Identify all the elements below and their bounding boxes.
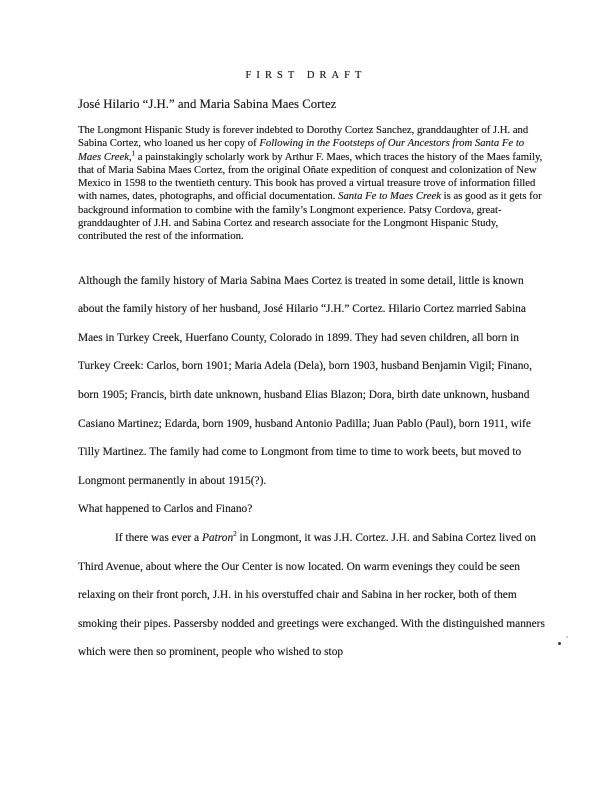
document-body xyxy=(78,124,546,667)
text-run: is as good as it gets for background information to combine with the family’s Longmont experience. Patsy Cordova, great-granddaughter of J.H. and Sabina Cortez and research associate for the Longmont Hispanic Study, contributed the rest of the information. xyxy=(78,190,542,243)
paragraph-family-history xyxy=(78,267,546,496)
document-title: José Hilario “J.H.” and Maria Sabina Maes Cortez xyxy=(78,97,337,111)
paragraph-patron-description xyxy=(78,524,546,667)
italic-text-run: Following in the Footsteps of Our Ancestors from Santa Fe to Maes Creek, xyxy=(78,137,525,163)
text-run: The Longmont Hispanic Study is forever indebted to Dorothy Cortez Sanchez, granddaughter of J.H. and Sabina Cortez, who loaned us her copy of xyxy=(78,124,529,150)
paragraph-carlos-finano-question xyxy=(78,495,546,524)
text-run: a painstakingly scholarly work by Arthur F. Maes, which traces the history of the Maes family, that of Maria Sabina Maes Cortez, from the original Oñate expedition of conquest and colonization of New Mexico in 1598 to the twentieth century. This book has proved a virtual treasure trove of information filled with names, dates, photographs, and official documentation. xyxy=(78,150,543,203)
scan-artifact-speck-faint xyxy=(566,636,568,638)
draft-watermark-label: FIRST DRAFT xyxy=(245,70,367,81)
paragraph-intro-acknowledgment xyxy=(78,124,546,244)
text-run: in Longmont, it was J.H. Cortez. J.H. and Sabina Cortez lived on Third Avenue, about where the Our Center is now located. On warm evenings they could be seen relaxing on their front porch, J.H. in his overstuffed chair and Sabina in her rocker, both of them smoking their pipes. Passersby nodded and greetings were exchanged. With the distinguished manners which were then so prominent, people who wished to stop xyxy=(78,532,545,659)
scan-artifact-speck xyxy=(558,642,561,645)
footnote-marker: 1 xyxy=(131,149,136,158)
text-run: If there was ever a xyxy=(115,532,202,545)
italic-text-run: Patron xyxy=(201,532,234,545)
footnote-marker: 2 xyxy=(233,530,237,539)
text-run: What happened to Carlos and Finano? xyxy=(78,503,253,516)
text-run: Although the family history of Maria Sabina Maes Cortez is treated in some detail, little is known about the family history of her husband, José Hilario “J.H.” Cortez. Hilario Cortez married Sabina Maes in Turkey Creek, Huerfano County, Colorado in 1899. They had seven children, all born in Turkey Creek: Carlos, born 1901; Maria Adela (Dela), born 1903, husband Benjamin Vigil; Finano, born 1905; Francis, birth date unknown, husband Elias Blazon; Dora, birth date unknown, husband Casiano Martinez; Edarda, born 1909, husband Antonio Padilla; Juan Pablo (Paul), born 1911, wife Tilly Martinez. The family had come to Longmont from time to time to work beets, but moved to Longmont permanently in about 1915(?). xyxy=(78,274,532,487)
italic-text-run: Santa Fe to Maes Creek xyxy=(338,190,441,203)
